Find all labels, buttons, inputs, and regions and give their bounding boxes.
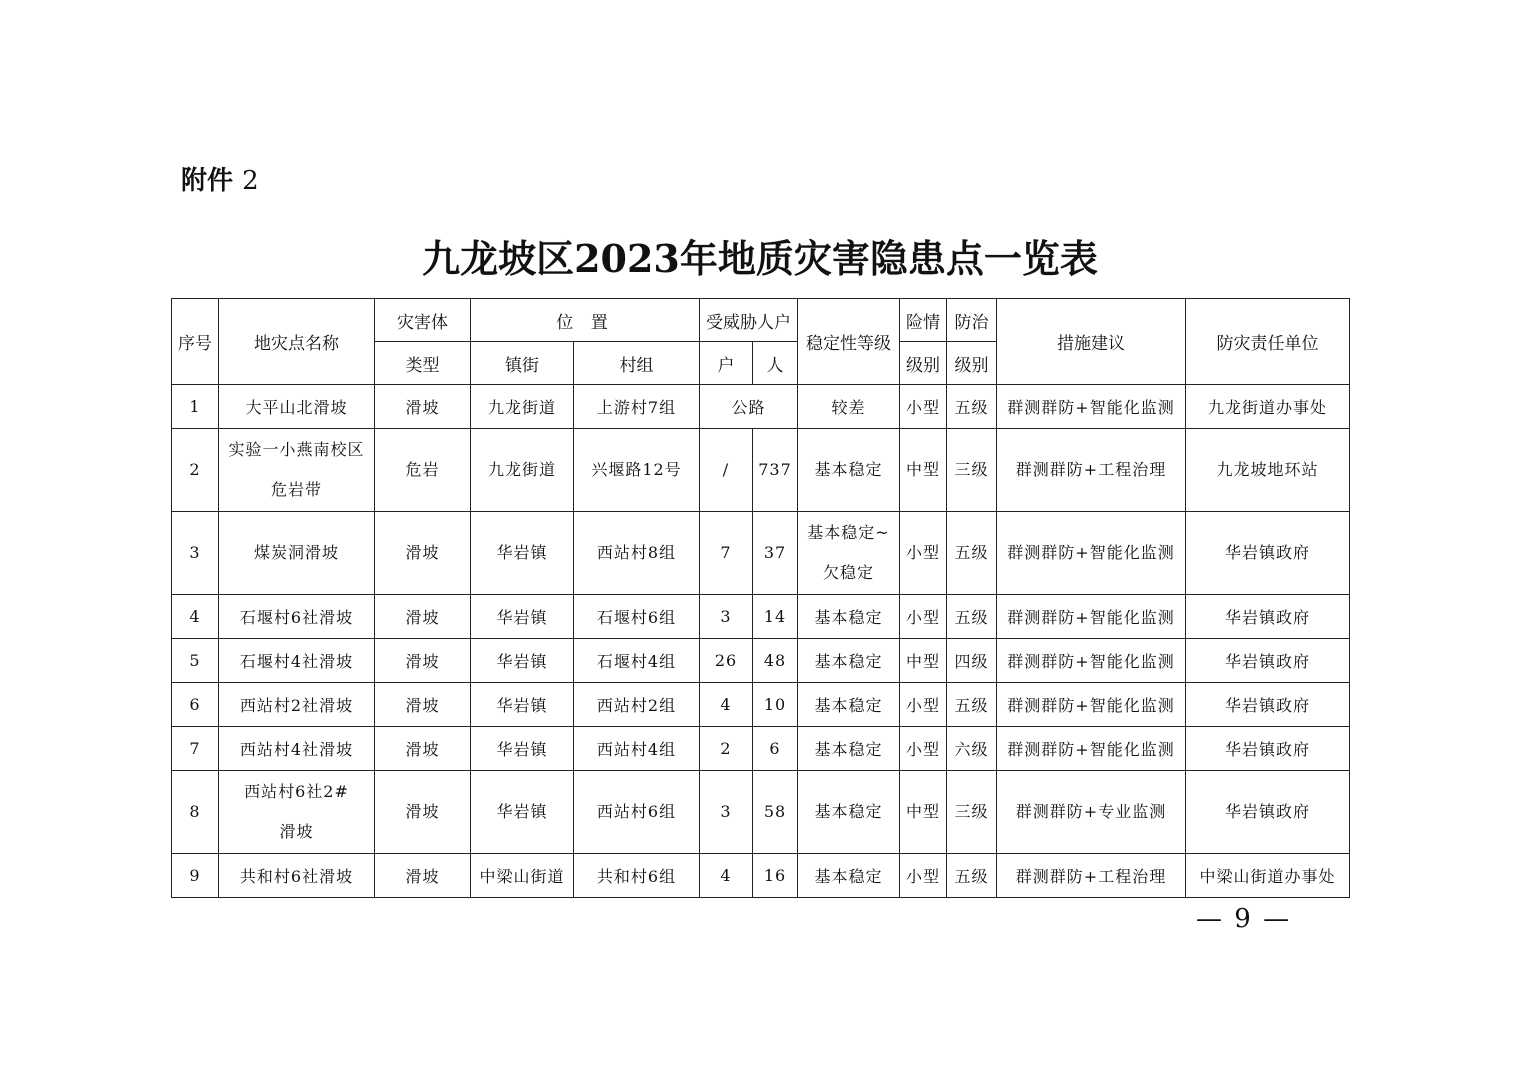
page-title: 九龙坡区2023年地质灾害隐患点一览表 bbox=[422, 236, 1098, 281]
cell-town: 华岩镇 bbox=[471, 595, 574, 639]
cell-prevention: 三级 bbox=[947, 429, 997, 512]
table-row bbox=[172, 429, 1350, 512]
table-row bbox=[172, 854, 1350, 898]
cell-households: 26 bbox=[700, 639, 753, 683]
cell-measures: 群测群防+工程治理 bbox=[997, 854, 1186, 898]
cell-stability bbox=[798, 512, 900, 595]
cell-measures: 群测群防+智能化监测 bbox=[997, 385, 1186, 429]
table-row bbox=[172, 595, 1350, 639]
cell-type: 滑坡 bbox=[375, 727, 471, 771]
cell-prevention: 五级 bbox=[947, 595, 997, 639]
cell-type: 滑坡 bbox=[375, 385, 471, 429]
cell-measures: 群测群防+工程治理 bbox=[997, 429, 1186, 512]
header-unit: 防灾责任单位 bbox=[1186, 299, 1350, 385]
cell-type: 滑坡 bbox=[375, 595, 471, 639]
cell-type: 滑坡 bbox=[375, 771, 471, 854]
header-name: 地灾点名称 bbox=[219, 299, 375, 385]
cell-people: 58 bbox=[753, 771, 798, 854]
cell-village: 兴堰路12号 bbox=[574, 429, 700, 512]
cell-seq: 2 bbox=[172, 429, 219, 512]
table-row bbox=[172, 512, 1350, 595]
cell-households: 3 bbox=[700, 771, 753, 854]
cell-name-line2: 滑坡 bbox=[279, 822, 314, 841]
cell-households: 3 bbox=[700, 595, 753, 639]
table-row bbox=[172, 639, 1350, 683]
cell-type: 滑坡 bbox=[375, 512, 471, 595]
cell-name: 西站村4社滑坡 bbox=[219, 727, 375, 771]
cell-name: 煤炭洞滑坡 bbox=[219, 512, 375, 595]
cell-people: 10 bbox=[753, 683, 798, 727]
cell-seq: 8 bbox=[172, 771, 219, 854]
cell-threat-merged: 公路 bbox=[700, 385, 798, 429]
cell-unit: 华岩镇政府 bbox=[1186, 512, 1350, 595]
cell-unit: 华岩镇政府 bbox=[1186, 639, 1350, 683]
header-prevention-line1: 防治 bbox=[947, 299, 997, 342]
cell-households: 4 bbox=[700, 683, 753, 727]
cell-danger: 小型 bbox=[900, 727, 947, 771]
cell-town: 九龙街道 bbox=[471, 385, 574, 429]
cell-town: 华岩镇 bbox=[471, 512, 574, 595]
cell-people: 6 bbox=[753, 727, 798, 771]
cell-danger: 小型 bbox=[900, 512, 947, 595]
cell-town: 华岩镇 bbox=[471, 639, 574, 683]
cell-prevention: 五级 bbox=[947, 683, 997, 727]
cell-type: 滑坡 bbox=[375, 639, 471, 683]
cell-stability: 基本稳定 bbox=[798, 639, 900, 683]
header-danger-line2: 级别 bbox=[900, 342, 947, 385]
header-measures: 措施建议 bbox=[997, 299, 1186, 385]
cell-town: 华岩镇 bbox=[471, 727, 574, 771]
cell-town: 华岩镇 bbox=[471, 771, 574, 854]
cell-prevention: 三级 bbox=[947, 771, 997, 854]
cell-unit: 九龙街道办事处 bbox=[1186, 385, 1350, 429]
header-location: 位 置 bbox=[471, 299, 700, 342]
header-stability: 稳定性等级 bbox=[798, 299, 900, 385]
cell-name-line2: 危岩带 bbox=[270, 480, 322, 499]
cell-stability-line2: 欠稳定 bbox=[822, 563, 874, 582]
cell-stability: 较差 bbox=[798, 385, 900, 429]
cell-village: 石堰村6组 bbox=[574, 595, 700, 639]
header-households: 户 bbox=[700, 342, 753, 385]
cell-seq: 4 bbox=[172, 595, 219, 639]
cell-danger: 小型 bbox=[900, 854, 947, 898]
cell-households: 2 bbox=[700, 727, 753, 771]
cell-households: / bbox=[700, 429, 753, 512]
cell-stability-line1: 基本稳定~ bbox=[807, 523, 890, 542]
cell-name: 大平山北滑坡 bbox=[219, 385, 375, 429]
cell-type: 危岩 bbox=[375, 429, 471, 512]
cell-prevention: 六级 bbox=[947, 727, 997, 771]
cell-danger: 中型 bbox=[900, 429, 947, 512]
cell-seq: 9 bbox=[172, 854, 219, 898]
cell-people: 37 bbox=[753, 512, 798, 595]
cell-name bbox=[219, 429, 375, 512]
header-prevention-line2: 级别 bbox=[947, 342, 997, 385]
cell-seq: 7 bbox=[172, 727, 219, 771]
hazard-table bbox=[171, 298, 1350, 898]
cell-measures: 群测群防+智能化监测 bbox=[997, 683, 1186, 727]
cell-people: 737 bbox=[753, 429, 798, 512]
cell-stability: 基本稳定 bbox=[798, 683, 900, 727]
cell-stability: 基本稳定 bbox=[798, 854, 900, 898]
table-row bbox=[172, 385, 1350, 429]
cell-people: 14 bbox=[753, 595, 798, 639]
header-threatened: 受威胁人户 bbox=[700, 299, 798, 342]
header-people: 人 bbox=[753, 342, 798, 385]
cell-town: 九龙街道 bbox=[471, 429, 574, 512]
cell-households: 7 bbox=[700, 512, 753, 595]
cell-unit: 华岩镇政府 bbox=[1186, 683, 1350, 727]
cell-village: 上游村7组 bbox=[574, 385, 700, 429]
cell-prevention: 四级 bbox=[947, 639, 997, 683]
attachment-number: 2 bbox=[242, 166, 259, 196]
cell-name: 石堰村4社滑坡 bbox=[219, 639, 375, 683]
cell-stability: 基本稳定 bbox=[798, 727, 900, 771]
cell-prevention: 五级 bbox=[947, 854, 997, 898]
cell-danger: 小型 bbox=[900, 385, 947, 429]
cell-seq: 6 bbox=[172, 683, 219, 727]
cell-unit: 中梁山街道办事处 bbox=[1186, 854, 1350, 898]
header-danger-line1: 险情 bbox=[900, 299, 947, 342]
header-type-line1: 灾害体 bbox=[375, 299, 471, 342]
cell-name: 石堰村6社滑坡 bbox=[219, 595, 375, 639]
cell-type: 滑坡 bbox=[375, 683, 471, 727]
header-town: 镇街 bbox=[471, 342, 574, 385]
cell-measures: 群测群防+智能化监测 bbox=[997, 727, 1186, 771]
attachment-text: 附件 bbox=[181, 166, 234, 196]
cell-seq: 1 bbox=[172, 385, 219, 429]
cell-unit: 华岩镇政府 bbox=[1186, 727, 1350, 771]
cell-people: 48 bbox=[753, 639, 798, 683]
cell-town: 中梁山街道 bbox=[471, 854, 574, 898]
cell-households: 4 bbox=[700, 854, 753, 898]
cell-name bbox=[219, 771, 375, 854]
cell-danger: 小型 bbox=[900, 683, 947, 727]
cell-type: 滑坡 bbox=[375, 854, 471, 898]
cell-village: 石堰村4组 bbox=[574, 639, 700, 683]
cell-measures: 群测群防+专业监测 bbox=[997, 771, 1186, 854]
cell-name: 共和村6社滑坡 bbox=[219, 854, 375, 898]
cell-measures: 群测群防+智能化监测 bbox=[997, 512, 1186, 595]
cell-village: 共和村6组 bbox=[574, 854, 700, 898]
cell-village: 西站村8组 bbox=[574, 512, 700, 595]
cell-danger: 中型 bbox=[900, 639, 947, 683]
page-number: — 9 — bbox=[1196, 904, 1292, 934]
header-village: 村组 bbox=[574, 342, 700, 385]
cell-name-line1: 实验一小燕南校区 bbox=[228, 440, 365, 459]
cell-name-line1: 西站村6社2# bbox=[244, 782, 349, 801]
cell-measures: 群测群防+智能化监测 bbox=[997, 639, 1186, 683]
table-row bbox=[172, 727, 1350, 771]
header-row-1 bbox=[172, 299, 1350, 342]
cell-village: 西站村6组 bbox=[574, 771, 700, 854]
cell-measures: 群测群防+智能化监测 bbox=[997, 595, 1186, 639]
cell-stability: 基本稳定 bbox=[798, 595, 900, 639]
cell-prevention: 五级 bbox=[947, 385, 997, 429]
cell-danger: 中型 bbox=[900, 771, 947, 854]
cell-village: 西站村2组 bbox=[574, 683, 700, 727]
header-type-line2: 类型 bbox=[375, 342, 471, 385]
cell-unit: 华岩镇政府 bbox=[1186, 771, 1350, 854]
cell-danger: 小型 bbox=[900, 595, 947, 639]
cell-unit: 九龙坡地环站 bbox=[1186, 429, 1350, 512]
header-seq: 序号 bbox=[172, 299, 219, 385]
cell-town: 华岩镇 bbox=[471, 683, 574, 727]
attachment-label bbox=[181, 160, 259, 197]
cell-seq: 3 bbox=[172, 512, 219, 595]
cell-prevention: 五级 bbox=[947, 512, 997, 595]
cell-stability: 基本稳定 bbox=[798, 429, 900, 512]
table-row bbox=[172, 771, 1350, 854]
cell-seq: 5 bbox=[172, 639, 219, 683]
cell-name: 西站村2社滑坡 bbox=[219, 683, 375, 727]
cell-unit: 华岩镇政府 bbox=[1186, 595, 1350, 639]
table-row bbox=[172, 683, 1350, 727]
cell-stability: 基本稳定 bbox=[798, 771, 900, 854]
cell-village: 西站村4组 bbox=[574, 727, 700, 771]
cell-people: 16 bbox=[753, 854, 798, 898]
